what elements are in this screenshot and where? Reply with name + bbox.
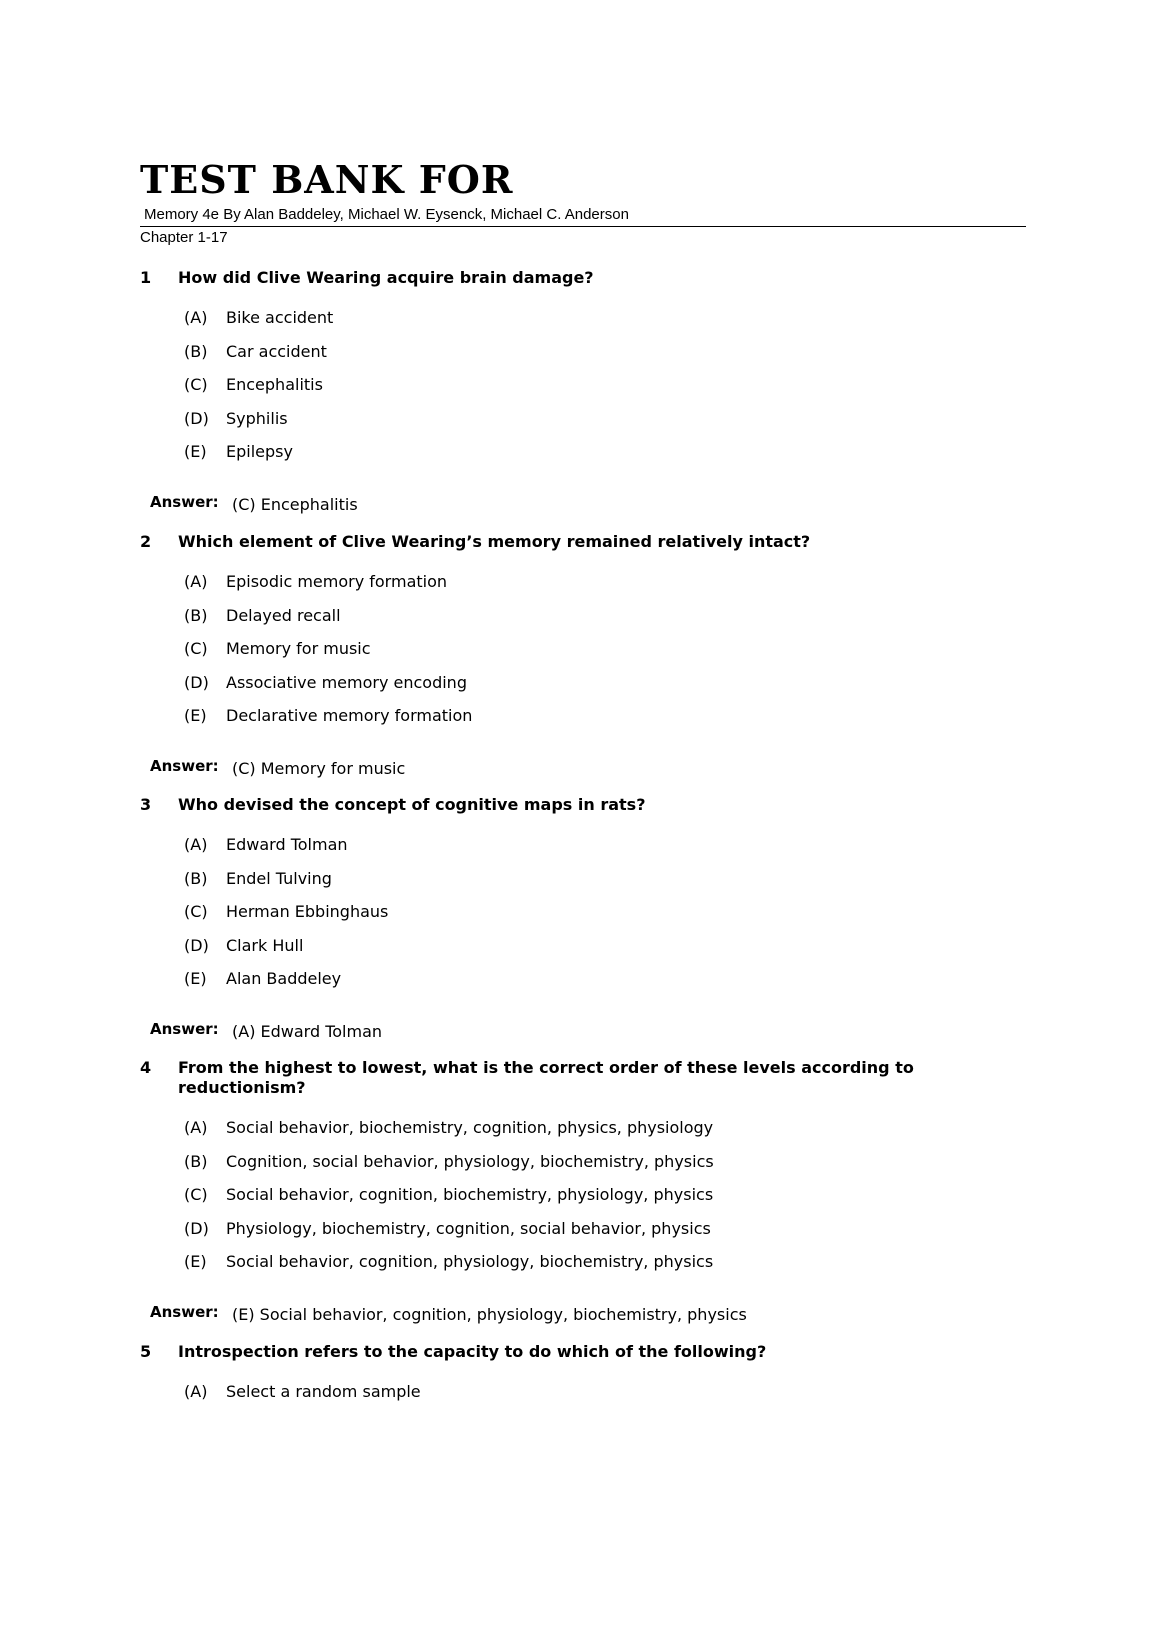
- question-number: 4: [140, 1058, 152, 1077]
- question-text: Which element of Clive Wearing’s memory remained relatively intact?: [178, 532, 811, 551]
- option-item: [184, 1382, 1020, 1416]
- option-item: [184, 673, 1020, 707]
- question-4: [140, 1058, 1020, 1325]
- answer-text: (A) Edward Tolman: [232, 1021, 383, 1041]
- option-list: [184, 1382, 1020, 1416]
- option-letter: (D): [184, 935, 209, 955]
- option-letter: (D): [184, 408, 209, 428]
- option-text: Delayed recall: [226, 605, 341, 625]
- option-list: [184, 1118, 1020, 1286]
- question-number: 2: [140, 532, 152, 551]
- option-letter: (C): [184, 1185, 208, 1204]
- question-3: [140, 795, 1020, 1042]
- chapter-range: Chapter 1-17: [140, 229, 228, 246]
- option-text: Alan Baddeley: [226, 969, 342, 988]
- option-letter: (E): [184, 706, 207, 725]
- question-number: 5: [140, 1342, 152, 1361]
- option-list: [184, 308, 1020, 476]
- document-subtitle: Memory 4e By Alan Baddeley, Michael W. Eysenck, Michael C. Anderson: [144, 206, 629, 223]
- question-text: Who devised the concept of cognitive maps in rats?: [178, 795, 646, 814]
- option-text: Associative memory encoding: [226, 672, 467, 692]
- question-number: 1: [140, 268, 152, 287]
- answer-row: [150, 1019, 1020, 1042]
- option-item: [184, 375, 1020, 409]
- option-item: [184, 1152, 1020, 1186]
- option-letter: (E): [184, 1252, 207, 1271]
- option-text: Herman Ebbinghaus: [226, 902, 389, 921]
- answer-label: Answer:: [150, 1019, 219, 1038]
- option-text: Declarative memory formation: [226, 706, 473, 725]
- option-text: Cognition, social behavior, physiology, biochemistry, physics: [226, 1151, 714, 1171]
- option-item: [184, 606, 1020, 640]
- option-letter: (E): [184, 442, 207, 461]
- option-text: Physiology, biochemistry, cognition, social behavior, physics: [226, 1218, 711, 1238]
- question-text: From the highest to lowest, what is the correct order of these levels according to reductionism?: [178, 1058, 914, 1097]
- answer-label: Answer:: [150, 756, 219, 775]
- option-text: Bike accident: [226, 308, 334, 327]
- answer-text: (E) Social behavior, cognition, physiology, biochemistry, physics: [232, 1304, 747, 1324]
- option-letter: (B): [184, 605, 208, 625]
- option-item: [184, 342, 1020, 376]
- answer-row: [150, 1302, 1020, 1325]
- answer-row: [150, 492, 1020, 515]
- answer-label: Answer:: [150, 492, 219, 511]
- question-text: How did Clive Wearing acquire brain damage?: [178, 268, 594, 287]
- answer-text: (C) Memory for music: [232, 758, 406, 778]
- option-letter: (A): [184, 1382, 208, 1401]
- option-text: Social behavior, cognition, physiology, biochemistry, physics: [226, 1252, 714, 1271]
- answer-text: (C) Encephalitis: [232, 494, 358, 514]
- option-text: Encephalitis: [226, 375, 323, 394]
- option-item: [184, 639, 1020, 673]
- option-item: [184, 835, 1020, 869]
- option-item: [184, 1252, 1020, 1286]
- option-text: Syphilis: [226, 408, 288, 428]
- option-item: [184, 936, 1020, 970]
- option-letter: (A): [184, 835, 208, 854]
- option-text: Edward Tolman: [226, 835, 348, 854]
- option-item: [184, 1185, 1020, 1219]
- option-letter: (C): [184, 902, 208, 921]
- answer-label: Answer:: [150, 1302, 219, 1321]
- option-item: [184, 409, 1020, 443]
- option-item: [184, 869, 1020, 903]
- option-text: Episodic memory formation: [226, 572, 448, 591]
- question-2: [140, 532, 1020, 779]
- option-text: Memory for music: [226, 639, 371, 658]
- option-letter: (A): [184, 572, 208, 591]
- option-letter: (E): [184, 969, 207, 988]
- option-letter: (D): [184, 1218, 209, 1238]
- option-item: [184, 308, 1020, 342]
- option-list: [184, 835, 1020, 1003]
- question-number: 3: [140, 795, 152, 814]
- option-text: Select a random sample: [226, 1382, 421, 1401]
- option-letter: (A): [184, 308, 208, 327]
- option-letter: (A): [184, 1118, 208, 1137]
- option-text: Social behavior, biochemistry, cognition, physics, physiology: [226, 1118, 714, 1137]
- option-item: [184, 1118, 1020, 1152]
- question-5: [140, 1342, 1020, 1416]
- option-letter: (D): [184, 672, 209, 692]
- document-title: TEST BANK FOR: [140, 157, 514, 202]
- option-letter: (B): [184, 341, 208, 361]
- option-text: Endel Tulving: [226, 868, 332, 888]
- header-divider: [140, 226, 1026, 227]
- option-item: [184, 706, 1020, 740]
- option-letter: (B): [184, 1151, 208, 1171]
- question-text: Introspection refers to the capacity to do which of the following?: [178, 1342, 767, 1361]
- option-letter: (C): [184, 375, 208, 394]
- option-text: Social behavior, cognition, biochemistry, physiology, physics: [226, 1185, 714, 1204]
- option-text: Clark Hull: [226, 935, 304, 955]
- question-1: [140, 268, 1020, 515]
- option-letter: (C): [184, 639, 208, 658]
- option-text: Epilepsy: [226, 442, 293, 461]
- option-list: [184, 572, 1020, 740]
- answer-row: [150, 756, 1020, 779]
- option-item: [184, 572, 1020, 606]
- option-item: [184, 1219, 1020, 1253]
- option-letter: (B): [184, 868, 208, 888]
- option-item: [184, 969, 1020, 1003]
- option-text: Car accident: [226, 341, 327, 361]
- option-item: [184, 442, 1020, 476]
- option-item: [184, 902, 1020, 936]
